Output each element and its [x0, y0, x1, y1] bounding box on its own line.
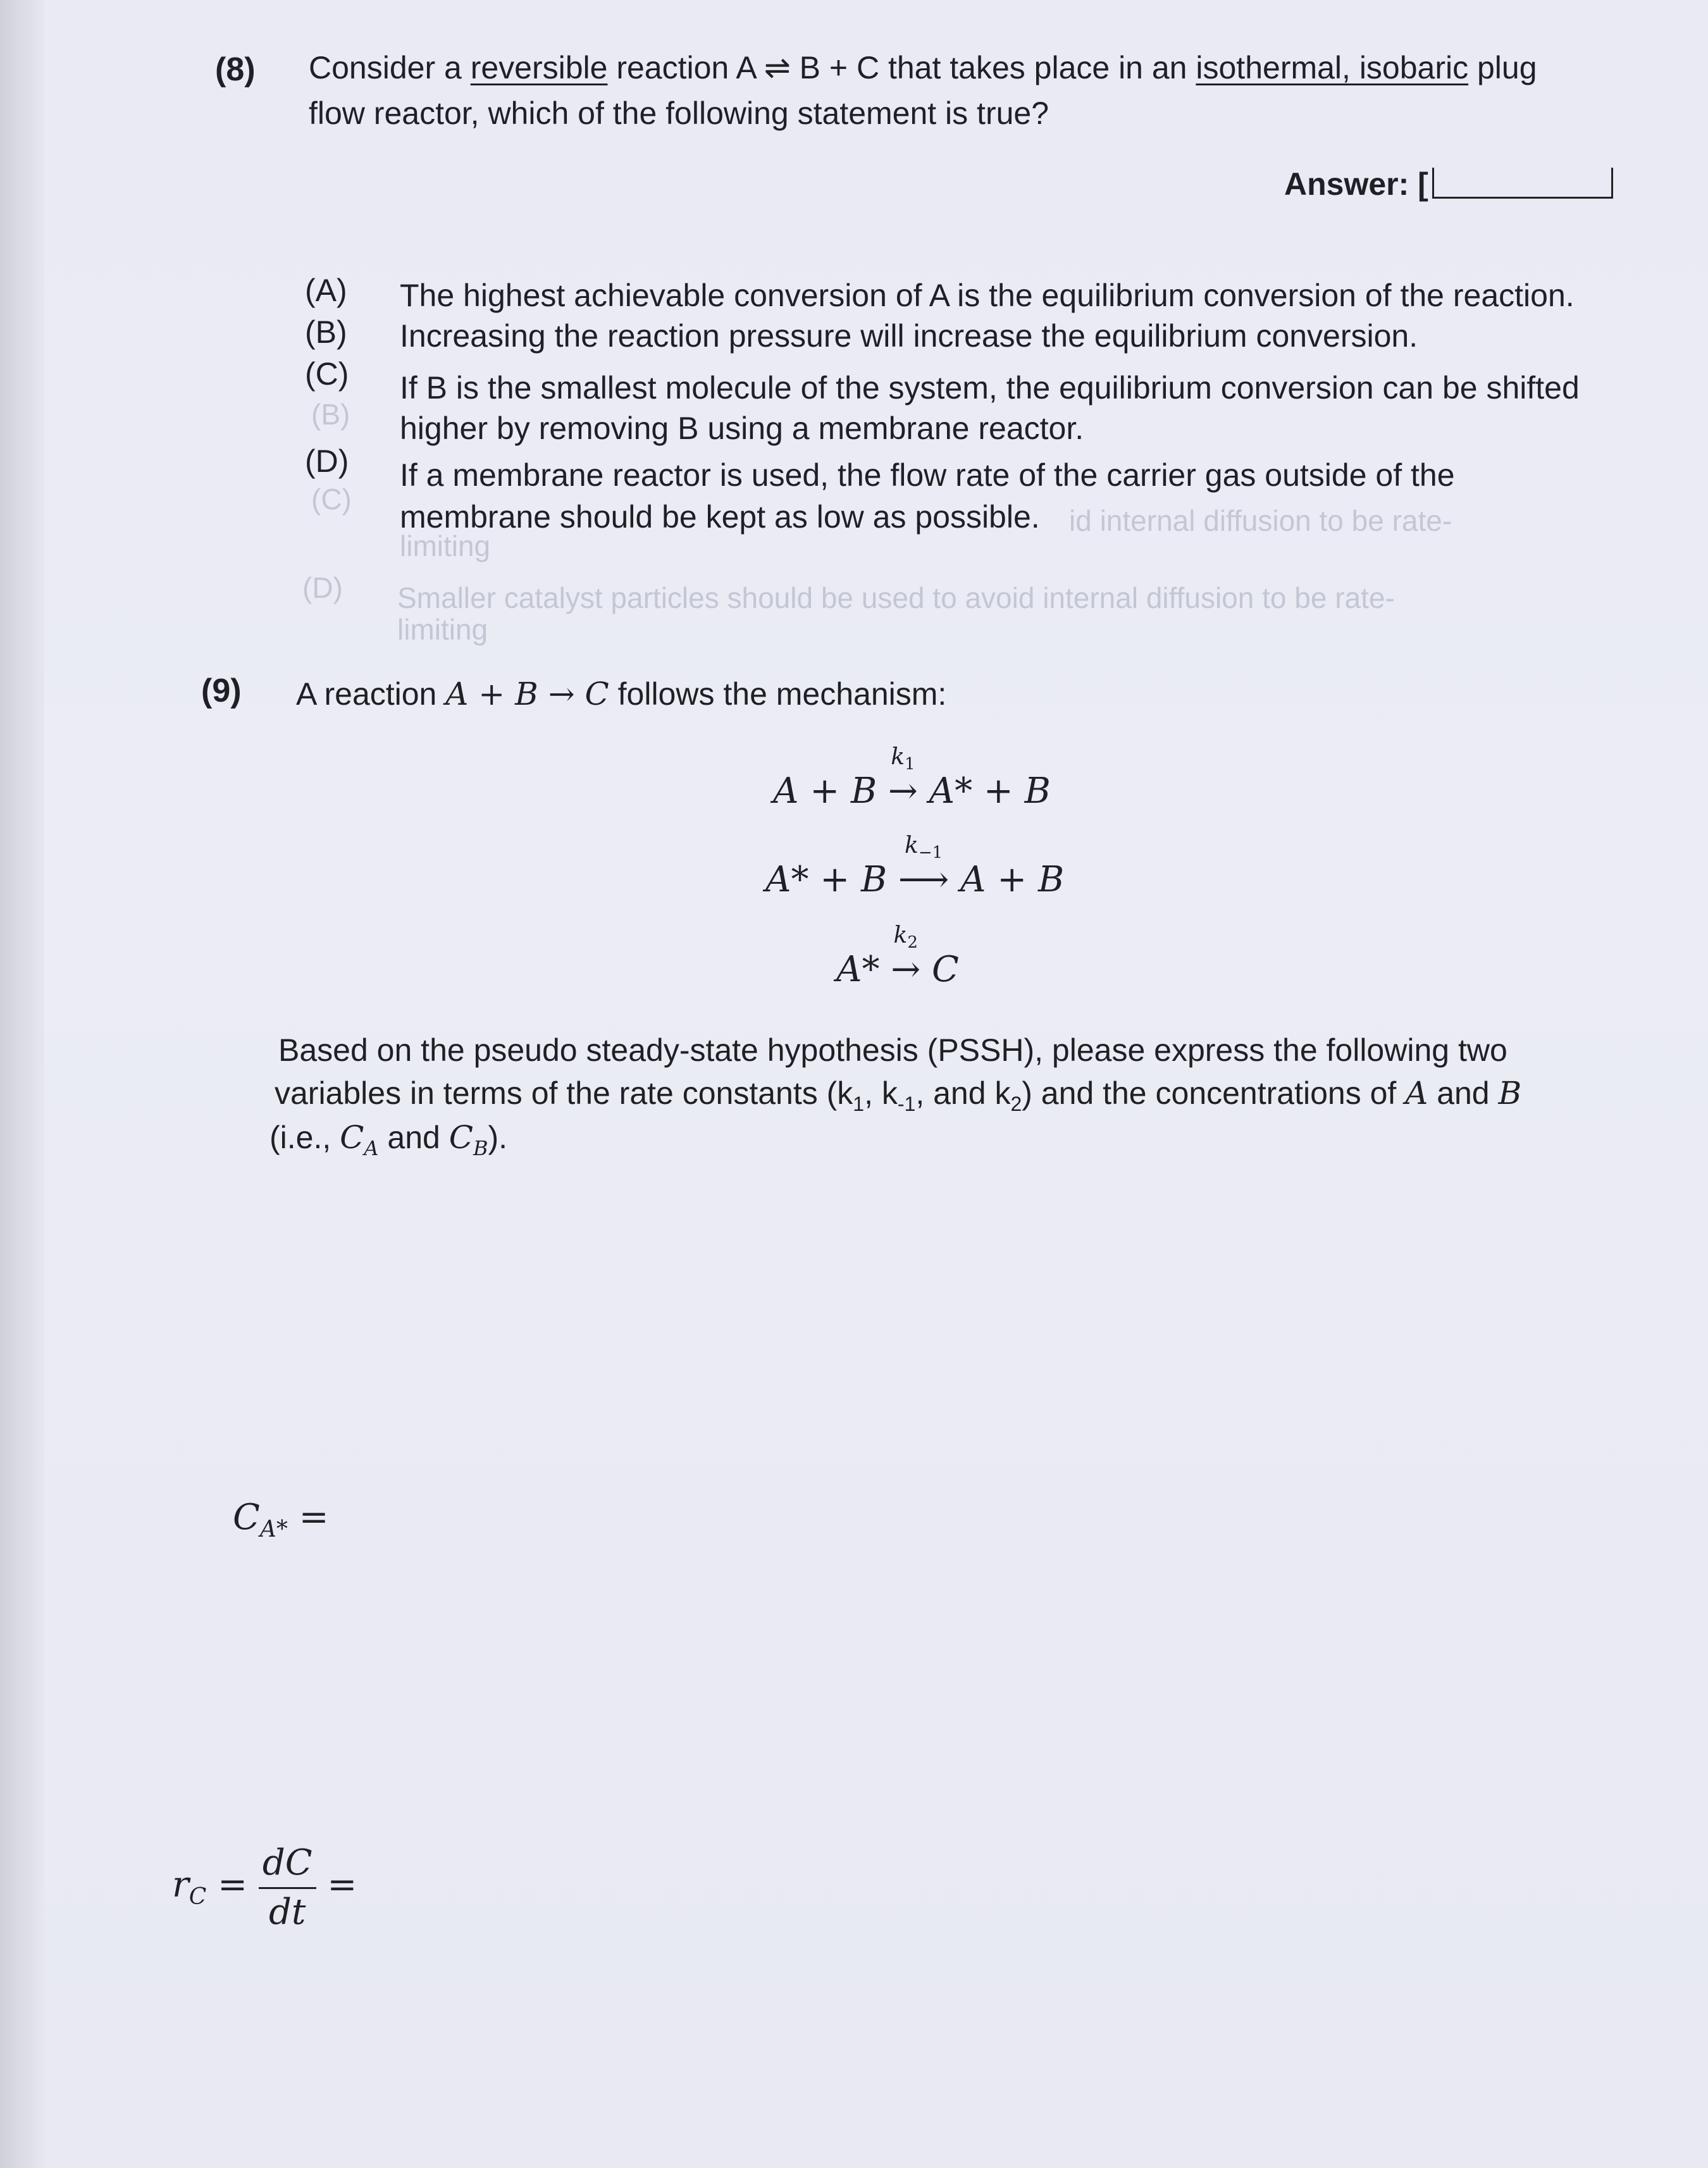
option-d-text: If a membrane reactor is used, the flow rate of the carrier gas outside of the — [400, 457, 1455, 493]
q8-text-line2: flow reactor, which of the following statement is true? — [309, 96, 1049, 131]
ghost-limiting2: limiting — [397, 613, 488, 646]
q9-instruction-line2: variables in terms of the rate constants ($k_1$, $k_{-1}$, and $k_2$) and the concentrations of A and B — [275, 1075, 1522, 1115]
underline-reversible: reversible — [470, 50, 608, 85]
rc-answer-area[interactable] — [392, 1885, 1594, 1923]
arrow-k2: $k_2$ → — [891, 922, 921, 990]
answer-box[interactable] — [1432, 168, 1613, 199]
page-shadow — [0, 0, 44, 2168]
rc-expression: $r_C$ = $\frac{dC}{dt}$ = — [172, 1842, 357, 1933]
arrow-k-1: $k_{-1}$ ⟶ — [898, 833, 950, 900]
q9-number: (9) — [201, 672, 242, 709]
option-d-letter: (D) — [305, 443, 349, 479]
q9-instruction-line1: Based on the pseudo steady-state hypothesis (PSSH), please express the following two — [278, 1032, 1507, 1068]
q8-text-line1: Consider a reversible reaction A ⇌ B + C that takes place in an isothermal, isobaric plug — [309, 50, 1537, 85]
option-c-text2: higher by removing B using a membrane reactor. — [400, 411, 1084, 446]
arrow-k1: $k_1$ → — [888, 744, 918, 812]
q9-intro: A reaction A + B → C follows the mechanism: — [296, 676, 947, 712]
option-a-letter: (A) — [305, 273, 347, 308]
option-c-text: If B is the smallest molecule of the system, the equilibrium conversion can be shifted — [400, 370, 1580, 406]
option-c-letter: (C) — [305, 356, 349, 392]
mechanism-step-2: A* + B $k_{-1}$ ⟶ A + B — [765, 833, 1065, 900]
ghost-c: (C) — [311, 483, 352, 516]
option-d-text2: membrane should be kept as low as possible. — [400, 499, 1040, 535]
answer-label: Answer: [ — [1284, 166, 1428, 202]
ghost-c-tail: id internal diffusion to be rate- — [1069, 504, 1452, 537]
option-b-text: Increasing the reaction pressure will increase the equilibrium conversion. — [400, 318, 1418, 354]
underline-isothermal-isobaric: isothermal, isobaric — [1196, 50, 1469, 85]
ghost-d-text: Smaller catalyst particles should be used to avoid internal diffusion to be rate- — [397, 581, 1395, 614]
ca-star-answer-area[interactable] — [354, 1506, 1556, 1544]
q9-instruction-line3: (i.e., $C_A$ and $C_B$). — [269, 1119, 508, 1160]
dc-dt-fraction: $\frac{dC}{dt}$ — [259, 1842, 316, 1933]
answer-field[interactable] — [1284, 166, 1613, 202]
ghost-limiting1: limiting — [400, 530, 491, 562]
q8-number: (8) — [215, 51, 256, 88]
option-b-letter: (B) — [305, 314, 347, 350]
mechanism-step-3: A* $k_2$ → C — [836, 922, 959, 990]
ca-star-expression: $C_{A*}$ = — [233, 1497, 329, 1543]
ghost-d: (D) — [302, 571, 343, 604]
mechanism-step-1: A + B $k_1$ → A* + B — [773, 744, 1051, 812]
option-a-text: The highest achievable conversion of A is the equilibrium conversion of the reaction. — [400, 278, 1575, 313]
ghost-b: (B) — [311, 398, 350, 431]
